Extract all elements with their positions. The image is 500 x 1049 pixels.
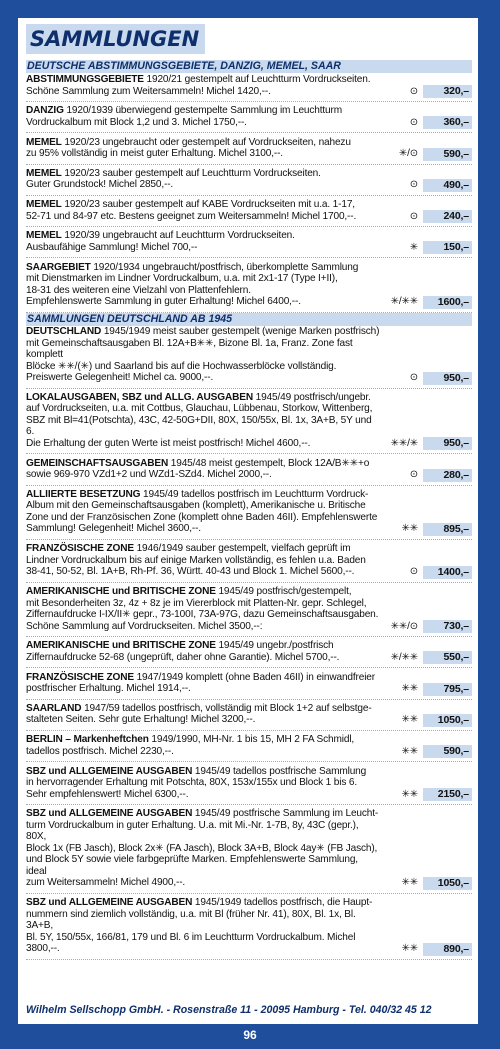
entry-heading: SAARGEBIET	[26, 261, 91, 273]
entry-body: 1945/1949 meist sauber gestempelt (wenige Marken postfrisch) mit Gemeinschaftsausgaben Bl. 12A+B✳✳, Bizone Bl. 1a, Franz. Zone fast komplett Blöcke ✳✳/(✳) und Saarland bis auf die Hochwasserblöcke vollständig. Preiswerte Gelegenheit! Michel ca. 9000,--.	[26, 326, 380, 384]
entry-heading: AMERIKANISCHE und BRITISCHE ZONE	[26, 586, 216, 598]
entry-list	[26, 60, 472, 963]
condition-symbol: ⊙	[409, 372, 418, 384]
price-tag: 1600,–	[423, 296, 472, 309]
entry-divider	[26, 730, 472, 731]
condition-symbol: ✳✳	[401, 943, 418, 955]
entry-heading: DEUTSCHLAND	[26, 326, 102, 338]
price-tag: 320,–	[423, 85, 472, 98]
entry-divider	[26, 195, 472, 196]
entry-heading: ALLIIERTE BESETZUNG	[26, 488, 141, 500]
condition-symbol: ✳✳	[401, 745, 418, 757]
catalog-entry	[26, 703, 472, 726]
price-tag: 590,–	[423, 148, 472, 161]
entry-heading: FRANZÖSISCHE ZONE	[26, 543, 134, 555]
entry-body: 1945/49 tadellos postfrische Sammlung in hervorragender Erhaltung mit Potschta, 80X, 153x/155x und Block 1 bis 6. Sehr empfehlenswert! Michel 6300,--.	[26, 765, 367, 800]
entry-divider	[26, 761, 472, 762]
catalog-entry	[26, 640, 472, 663]
entry-heading: MEMEL	[26, 167, 62, 179]
catalog-entry	[26, 543, 472, 578]
entry-heading: MEMEL	[26, 136, 62, 148]
entry-heading: MEMEL	[26, 230, 62, 242]
condition-symbol: ✳✳	[401, 877, 418, 889]
price-tag: 240,–	[423, 210, 472, 223]
condition-symbol: ✳✳/✳	[390, 437, 418, 449]
catalog-entry	[26, 897, 472, 955]
price-tag: 490,–	[423, 179, 472, 192]
catalog-entry	[26, 168, 472, 191]
catalog-entry	[26, 458, 472, 481]
entry-body: 1945/49 postfrische Sammlung im Leucht- turm Vordruckalbum in guter Erhaltung. U.a. mit Mi.-Nr. 1-7B, 8y, 43C (gepr.), 80X, Block 1x (FB Jasch), Block 2x✳ (FA Jasch), Block 3A+B, Block 4ay✳ (FB Jasch), und Block 5Y sowie viele farbgeprüfte Marken. Empfehlenswerte Sammlung, ideal zum Weitersammeln! Michel 4900,--.	[26, 808, 379, 889]
price-tag: 950,–	[423, 437, 472, 450]
entry-body: 1945/49 postfrisch/gestempelt, mit Besonderheiten 3z, 4z + 8z je im Viererblock mit Platten-Nr. gepr. Schlegel, Ziffernaufdrucke I-IX/II✳ gepr., 73-100I, 73A-97G, dazu Gemeinschaftsausgaben. Schöne Sammlung auf Vordruckseiten. Michel 3500,--:	[26, 586, 379, 632]
condition-symbol: ✳✳	[401, 788, 418, 800]
condition-symbol: ⊙	[409, 116, 418, 128]
entry-heading: MEMEL	[26, 199, 62, 211]
condition-symbol: ⊙	[409, 179, 418, 191]
condition-symbol: ✳/✳✳	[390, 651, 418, 663]
catalog-entry	[26, 230, 472, 253]
entry-heading: ABSTIMMUNGSGEBIETE	[26, 74, 144, 85]
price-tag: 280,–	[423, 469, 472, 482]
entry-divider	[26, 453, 472, 454]
catalog-entry	[26, 586, 472, 632]
catalog-entry	[26, 74, 472, 97]
price-tag: 795,–	[423, 683, 472, 696]
catalog-entry	[26, 137, 472, 160]
price-tag: 360,–	[423, 116, 472, 129]
section-heading-deutschland: SAMMLUNGEN DEUTSCHLAND AB 1945	[26, 313, 472, 326]
condition-symbol: ✳✳	[401, 683, 418, 695]
price-tag: 950,–	[423, 372, 472, 385]
entry-body: 1920/23 sauber gestempelt auf Leuchtturm Vordruckseiten. Guter Grundstock! Michel 2850,--.	[26, 167, 321, 191]
catalog-entry	[26, 489, 472, 535]
entry-divider	[26, 893, 472, 894]
condition-symbol: ✳/✳✳	[390, 296, 418, 308]
entry-description	[26, 262, 380, 308]
price-tag: 895,–	[423, 523, 472, 536]
entry-heading: FRANZÖSISCHE ZONE	[26, 671, 134, 683]
entry-divider	[26, 257, 472, 258]
entry-divider	[26, 388, 472, 389]
catalog-entry	[26, 105, 472, 128]
condition-symbol: ✳✳	[401, 523, 418, 535]
entry-body: 1946/1949 sauber gestempelt, vielfach geprüft im Lindner Vordruckalbum bis auf einige Marken vollständig, es fehlen u.a. Baden 38-41, 50-52, Bl. 1A+B, Rh-Pf. 36, Württ. 40-43 und Block 1. Michel 5600,--.	[26, 543, 366, 578]
entry-divider	[26, 804, 472, 805]
entry-heading: BERLIN – Markenheftchen	[26, 734, 149, 746]
entry-divider	[26, 539, 472, 540]
entry-divider	[26, 636, 472, 637]
entry-body: 1920/1939 überwiegend gestempelte Sammlung im Leuchtturm Vordruckalbum mit Block 1,2 und 3. Michel 1750,--.	[26, 105, 342, 128]
entry-divider	[26, 164, 472, 165]
price-tag: 590,–	[423, 745, 472, 758]
entry-description	[26, 199, 380, 222]
entry-body: 1945/1949 tadellos postfrisch, die Haupt- nummern sind ziemlich vollständig, u.a. mit Bl (früher Nr. 41), 80X, Bl. 1x, Bl. 3A+B, Bl. 5Y, 150/55x, 166/81, 179 und Bl. 6 im Leuchtturm Vordruckalbum. Michel 3800,--.	[26, 897, 373, 955]
condition-symbol: ✳/⊙	[398, 148, 418, 160]
price-tag: 2150,–	[423, 788, 472, 801]
entry-divider	[26, 485, 472, 486]
entry-heading: SAARLAND	[26, 702, 82, 714]
entry-description	[26, 734, 380, 757]
entry-description	[26, 808, 380, 889]
condition-symbol: ✳✳	[401, 714, 418, 726]
catalog-entry	[26, 199, 472, 222]
entry-description	[26, 672, 380, 695]
entry-divider	[26, 667, 472, 668]
condition-symbol: ⊙	[409, 85, 418, 97]
price-tag: 150,–	[423, 241, 472, 254]
catalog-entry	[26, 734, 472, 757]
entry-body: 1945/48 meist gestempelt, Block 12A/B✳✳+o sowie 969-970 VZd1+2 und WZd1-SZd4. Michel 2000,--.	[26, 457, 370, 481]
entry-body: 1949/1990, MH-Nr. 1 bis 15, MH 2 FA Schmidl, tadellos postfrisch. Michel 2230,--.	[26, 734, 355, 757]
catalog-entry	[26, 808, 472, 889]
entry-divider	[26, 132, 472, 133]
entry-description	[26, 326, 380, 384]
entry-description	[26, 897, 380, 955]
entry-description	[26, 168, 380, 191]
entry-description	[26, 640, 380, 663]
entry-divider	[26, 226, 472, 227]
condition-symbol: ⊙	[409, 566, 418, 578]
entry-divider	[26, 959, 472, 960]
page-number: 96	[243, 1028, 257, 1042]
condition-symbol: ✳✳/⊙	[390, 620, 418, 632]
price-tag: 1050,–	[423, 714, 472, 727]
entry-divider	[26, 699, 472, 700]
entry-divider	[26, 582, 472, 583]
entry-description	[26, 137, 380, 160]
catalog-entry	[26, 392, 472, 450]
entry-heading: SBZ und ALLGEMEINE AUSGABEN	[26, 765, 193, 777]
entry-heading: DANZIG	[26, 105, 64, 117]
section-heading-abstimmung: DEUTSCHE ABSTIMMUNGSGEBIETE, DANZIG, MEMEL, SAAR	[26, 60, 472, 73]
condition-symbol: ⊙	[409, 210, 418, 222]
entry-heading: SBZ und ALLGEMEINE AUSGABEN	[26, 808, 193, 820]
page-title: SAMMLUNGEN	[26, 24, 205, 54]
condition-symbol: ⊙	[409, 469, 418, 481]
entry-description	[26, 458, 380, 481]
entry-heading: SBZ und ALLGEMEINE AUSGABEN	[26, 897, 193, 909]
entry-body: 1920/39 ungebraucht auf Leuchtturm Vordruckseiten. Ausbaufähige Sammlung! Michel 700,--	[26, 230, 295, 253]
entry-description	[26, 489, 380, 535]
entry-divider	[26, 101, 472, 102]
entry-description	[26, 105, 380, 128]
catalog-entry	[26, 766, 472, 801]
entry-heading: LOKALAUSGABEN, SBZ und ALLG. AUSGABEN	[26, 391, 253, 403]
price-tag: 730,–	[423, 620, 472, 633]
entry-body: 1920/23 ungebraucht oder gestempelt auf Vordruckseiten, nahezu zu 95% vollständig in meist guter Erhaltung. Michel 3100,--.	[26, 136, 351, 160]
entry-description	[26, 766, 380, 801]
entry-description	[26, 543, 380, 578]
price-tag: 1050,–	[423, 877, 472, 890]
entry-body: 1920/21 gestempelt auf Leuchtturm Vordruckseiten. Schöne Sammlung zum Weitersammeln! Michel 1420,--.	[26, 74, 371, 97]
entry-description	[26, 74, 380, 97]
entry-body: 1920/1934 ungebraucht/postfrisch, überkomplette Sammlung mit Dienstmarken im Lindner Vordruckalbum, u.a. mit 2x1-17 (Type I+II), 18-31 des weiteren eine Vielzahl von Plattenfehlern. Empfehlenswerte Sammlung in guter Erhaltung! Michel 6400,--.	[26, 261, 359, 308]
entry-description	[26, 586, 380, 632]
catalog-entry	[26, 262, 472, 308]
entry-description	[26, 392, 380, 450]
condition-symbol: ✳	[409, 241, 418, 253]
entry-heading: GEMEINSCHAFTSAUSGABEN	[26, 457, 169, 469]
entry-body: 1945/49 tadellos postfrisch im Leuchtturm Vordruck- Album mit den Gemeinschaftsausgaben (komplett), Amerikanische u. Britische Zone und der Französischen Zone (komplett ohne Baden 46II). Empfehlenswerte Sammlung! Gelegenheit! Michel 3600,--.	[26, 488, 378, 535]
entry-divider	[26, 312, 472, 313]
entry-description	[26, 703, 380, 726]
price-tag: 890,–	[423, 943, 472, 956]
catalog-entry	[26, 672, 472, 695]
company-footer: Wilhelm Sellschopp GmbH. - Rosenstraße 11 - 20095 Hamburg - Tel. 040/32 45 12	[26, 1004, 432, 1016]
entry-body: 1947/59 tadellos postfrisch, vollständig mit Block 1+2 auf selbstge- stalteten Seiten. Sehr gute Erhaltung! Michel 3200,--.	[26, 702, 372, 726]
entry-body: 1947/1949 komplett (ohne Baden 46II) in einwandfreier postfrischer Erhaltung. Michel 1914,--.	[26, 671, 375, 695]
price-tag: 550,–	[423, 651, 472, 664]
entry-description	[26, 230, 380, 253]
catalog-page	[18, 18, 478, 1024]
catalog-entry	[26, 326, 472, 384]
entry-body: 1945/49 postfrisch/ungebr. auf Vordruckseiten, u.a. mit Cottbus, Glauchau, Lübbenau, Storkow, Wittenberg, SBZ mit Bl=41(Potschta), 43C, 42-50G+DII, 80X, 150/55x, Bl. 1x, 3A+B, 5Y und 6. Die Erhaltung der guten Werte ist meist postfrisch! Michel 4600,--.	[26, 391, 373, 449]
entry-body: 1945/49 ungebr./postfrisch Ziffernaufdrucke 52-68 (ungeprüft, daher ohne Garantie). Michel 5700,--.	[26, 640, 340, 663]
price-tag: 1400,–	[423, 566, 472, 579]
entry-heading: AMERIKANISCHE und BRITISCHE ZONE	[26, 640, 216, 652]
entry-body: 1920/23 sauber gestempelt auf KABE Vordruckseiten mit u.a. 1-17, 52-71 und 84-97 etc. Bestens geeignet zum Weitersammeln! Michel 1700,--.	[26, 199, 357, 222]
